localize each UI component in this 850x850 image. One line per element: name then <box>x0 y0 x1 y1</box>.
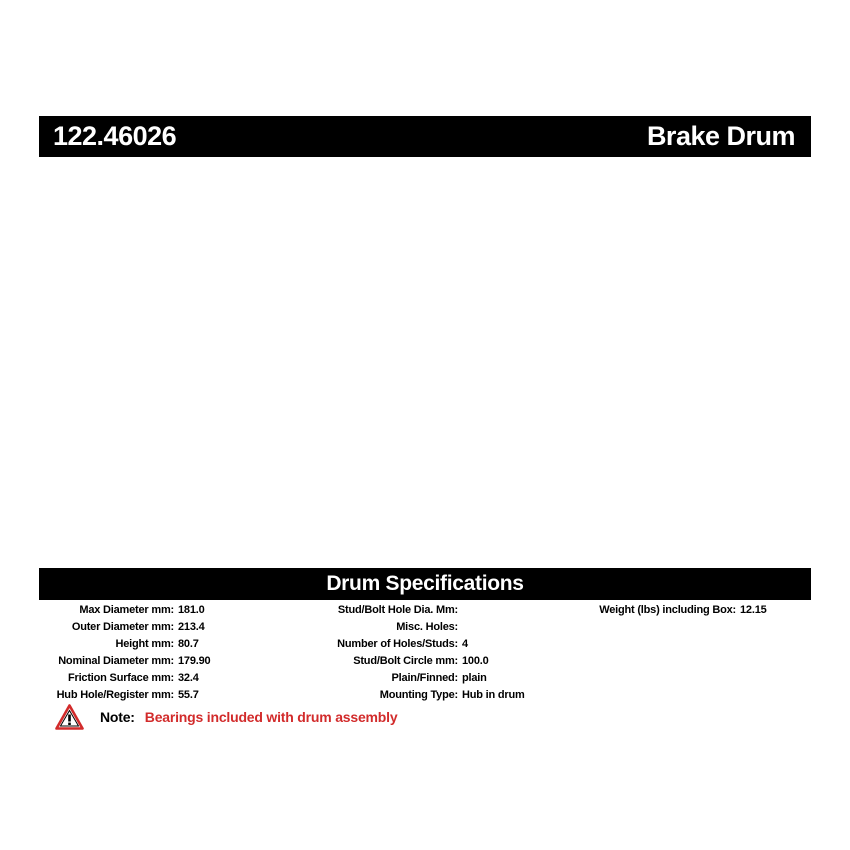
spec-label: Misc. Holes: <box>396 621 458 633</box>
spec-value: 100.0 <box>462 655 489 667</box>
spec-value: 80.7 <box>178 638 199 650</box>
spec-row-nominal-diameter <box>40 653 210 670</box>
spec-label: Nominal Diameter mm: <box>58 655 174 667</box>
spec-value: 213.4 <box>178 621 205 633</box>
spec-row-outer-diameter <box>40 619 210 636</box>
spec-row-stud-hole-dia <box>300 602 525 619</box>
spec-column-weight <box>560 602 767 619</box>
spec-row-mounting-type <box>300 687 525 704</box>
spec-column-dimensions <box>40 602 210 704</box>
specifications-title: Drum Specifications <box>326 572 524 595</box>
spec-value: 4 <box>462 638 468 650</box>
spec-value: 32.4 <box>178 672 199 684</box>
spec-label: Hub Hole/Register mm: <box>56 689 174 701</box>
spec-row-number-of-holes <box>300 636 525 653</box>
spec-value: plain <box>462 672 487 684</box>
product-type: Brake Drum <box>646 121 795 151</box>
specifications-title-bar <box>39 568 811 600</box>
spec-row-height <box>40 636 210 653</box>
spec-label: Weight (lbs) including Box: <box>599 604 736 616</box>
spec-row-friction-surface <box>40 670 210 687</box>
spec-row-weight <box>560 602 767 619</box>
spec-row-max-diameter <box>40 602 210 619</box>
spec-label: Mounting Type: <box>379 689 458 701</box>
spec-label: Stud/Bolt Hole Dia. Mm: <box>337 604 458 616</box>
spec-row-misc-holes <box>300 619 525 636</box>
spec-row-hub-hole <box>40 687 210 704</box>
spec-value: 12.15 <box>740 604 767 616</box>
header-bar <box>39 116 811 157</box>
spec-value: 181.0 <box>178 604 205 616</box>
warning-triangle-icon <box>55 704 84 730</box>
part-number: 122.46026 <box>53 121 177 151</box>
spec-label: Max Diameter mm: <box>79 604 174 616</box>
spec-label: Stud/Bolt Circle mm: <box>353 655 458 667</box>
spec-label: Number of Holes/Studs: <box>337 638 458 650</box>
spec-label: Height mm: <box>115 638 174 650</box>
note-text: Bearings included with drum assembly <box>144 709 398 725</box>
spec-row-plain-finned <box>300 670 525 687</box>
spec-value: 179.90 <box>178 655 211 667</box>
note <box>55 704 397 730</box>
spec-value: Hub in drum <box>462 689 525 701</box>
spec-column-mounting <box>300 602 525 704</box>
spec-row-bolt-circle <box>300 653 525 670</box>
spec-label: Plain/Finned: <box>391 672 458 684</box>
spec-label: Outer Diameter mm: <box>71 621 174 633</box>
note-label: Note: <box>100 709 135 725</box>
spec-value: 55.7 <box>178 689 199 701</box>
spec-label: Friction Surface mm: <box>67 672 174 684</box>
